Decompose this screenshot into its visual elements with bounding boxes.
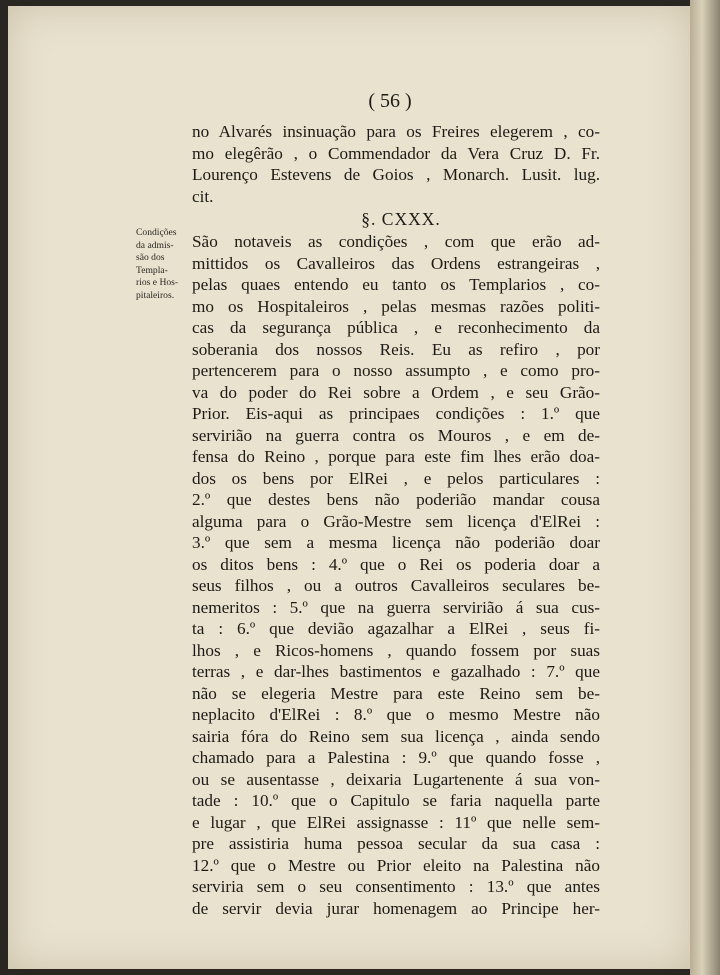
text-line: neplacito d'ElRei : 8.º que o mesmo Mestre não	[192, 705, 600, 724]
marginal-note-line: rios e Hos-	[136, 277, 179, 288]
text-line: serviria sem o seu consentimento : 13.º que antes	[192, 877, 600, 896]
text-line: mittidos os Cavalleiros das Ordens estrangeiras ,	[192, 253, 600, 273]
section-heading: §. CXXX.	[361, 209, 441, 229]
text-line: os ditos bens : 4.º que o Rei os poderia doar a	[192, 554, 600, 574]
marginal-note-line: Templa-	[136, 264, 168, 276]
body-text	[192, 121, 600, 919]
text-line: Lourenço Estevens de Goios , Monarch. Lusit. lug.	[192, 165, 600, 184]
text-line: dos os bens por ElRei , e pelos particulares :	[192, 468, 600, 488]
text-line: 12.º que o Mestre ou Prior eleito na Palestina não	[192, 855, 600, 875]
marginal-note	[136, 227, 198, 302]
page-number: ( 56 )	[368, 90, 412, 112]
marginal-note-line: da admis-	[136, 239, 174, 251]
text-line: de servir devia jurar homenagem ao Principe her-	[192, 898, 600, 918]
text-line: servirião na guerra contra os Mouros , e em de-	[192, 425, 600, 445]
text-line: São notaveis as condições , com que erão ad-	[192, 232, 600, 251]
text-line: ta : 6.º que devião agazalhar a ElRei , seus fi-	[192, 619, 600, 638]
text-line: pre assistiria huma pessoa secular da sua casa :	[192, 834, 600, 853]
text-line: Prior. Eis-aqui as principaes condições : 1.º que	[192, 404, 600, 423]
text-line: sairia fóra do Reino sem sua licença , ainda sendo	[192, 726, 600, 746]
text-line: não se elegeria Mestre para este Reino sem be-	[192, 683, 600, 703]
text-line: chamado para a Palestina : 9.º que quando fosse ,	[192, 748, 600, 767]
text-line: terras , e dar-lhes bastimentos e gazalhado : 7.º que	[192, 662, 600, 681]
text-line: seus filhos , ou a outros Cavalleiros seculares be-	[192, 576, 600, 595]
text-line: pertencerem para o nosso assumpto , e como pro-	[192, 361, 600, 380]
text-line: cit.	[192, 186, 214, 206]
marginal-note-line: pitaleiros.	[136, 289, 175, 301]
text-line: lhos , e Ricos-homens , quando fossem por suas	[192, 640, 600, 660]
text-line: tade : 10.º que o Capitulo se faria naquella parte	[192, 791, 600, 810]
text-line: va do poder do Rei sobre a Ordem , e seu Grão-	[192, 382, 600, 402]
text-line: soberania dos nossos Reis. Eu as refiro , por	[192, 339, 600, 359]
text-line: no Alvarés insinuação para os Freires elegerem , co-	[192, 122, 600, 141]
text-line: nemeritos : 5.º que na guerra servirião á sua cus-	[192, 597, 600, 617]
text-line: 3.º que sem a mesma licença não poderião doar	[192, 533, 600, 552]
marginal-note-line: Condições	[136, 227, 177, 238]
marginal-note-line: são dos	[136, 252, 165, 263]
text-line: fensa do Reino , porque para este fim lhes erão doa-	[192, 447, 600, 466]
text-line: mo elegêrão , o Commendador da Vera Cruz D. Fr.	[192, 143, 600, 163]
text-line: pelas quaes entendo eu tanto os Templarios , co-	[192, 275, 600, 294]
text-line: e lugar , que ElRei assignasse : 11º que nelle sem-	[192, 812, 600, 832]
text-line: ou se ausentasse , deixaria Lugartenente á sua von-	[192, 769, 600, 789]
text-line: mo os Hospitaleiros , pelas mesmas razões politi-	[192, 296, 600, 316]
text-line: alguma para o Grão-Mestre sem licença d'ElRei :	[192, 511, 600, 531]
text-line: cas da segurança pública , e reconhecimento da	[192, 318, 600, 337]
book-edge	[690, 0, 720, 975]
text-line: 2.º que destes bens não poderião mandar cousa	[192, 490, 600, 509]
